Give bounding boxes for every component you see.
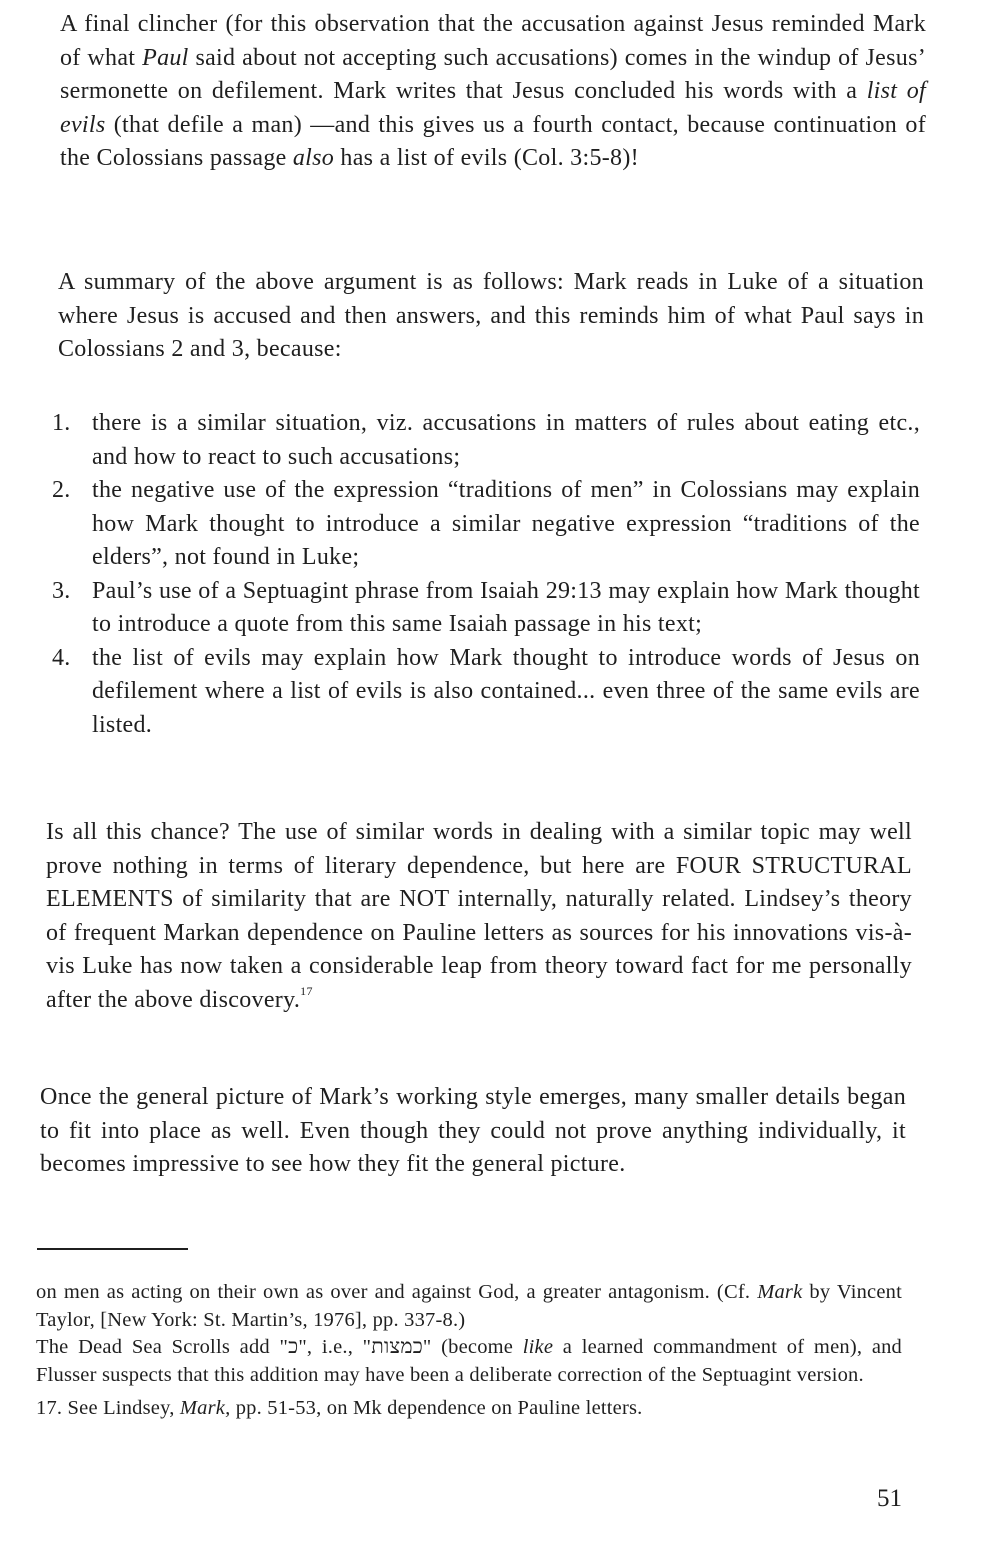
footnote-continuation — [36, 1334, 902, 1389]
emphasis-mark: Mark — [757, 1281, 803, 1303]
list-item-text: the list of evils may explain how Mark thought to introduce words of Jesus on defilement where a list of evils is also contained... even three of the same evils are listed. — [92, 644, 920, 738]
text-run: on men as acting on their own as over and against God, a greater antagonism. (Cf. — [36, 1281, 758, 1303]
footnote-number: 17. — [36, 1397, 63, 1419]
list-item-number: 2. — [52, 477, 71, 503]
text-run: pp. 51-53, on Mk dependence on Pauline letters. — [230, 1397, 643, 1419]
footnote-continuation — [36, 1279, 902, 1334]
emphasis-also: also — [292, 145, 335, 171]
list-item-text: the negative use of the expression “traditions of men” in Colossians may explain how Mark thought to introduce a similar negative expression “traditions of the elders”, not found in Luke; — [92, 477, 920, 570]
emphasis-list-of-evils: list of evils — [60, 78, 926, 138]
text-run: said about not accepting such accusations) comes in the windup of Jesus’ sermonette on defilement. Mark writes that Jesus concluded his words with a — [60, 44, 927, 104]
emphasis-like: like — [522, 1336, 554, 1358]
list-item — [48, 407, 920, 474]
text-run: has a list of evils (Col. 3:5-8)! — [334, 145, 639, 171]
list-item — [48, 575, 920, 642]
text-run: See Lindsey, — [62, 1397, 180, 1419]
text-run: (that defile a man) —and this gives us a fourth contact, because continuation of the Colossians passage — [60, 111, 926, 171]
paragraph-summary: A summary of the above argument is as follows: Mark reads in Luke of a situation where Jesus is accused and then answers, and this reminds him of what Paul says in Colossians 2 and 3, because: — [58, 269, 924, 362]
footnote-divider — [37, 1248, 188, 1250]
list-item-text: Paul’s use of a Septuagint phrase from Isaiah 29:13 may explain how Mark thought to introduce a quote from this same Isaiah passage in his text; — [92, 577, 920, 637]
text-run: a learned commandment of men), and Flusser suspects that this addition may have been a deliberate correction of the Septuagint version. — [36, 1336, 903, 1386]
paragraph-chance — [46, 816, 912, 1017]
list-item-number: 3. — [52, 577, 71, 604]
emphasis-mark: Mark, — [179, 1397, 231, 1419]
list-item-number: 4. — [52, 644, 71, 671]
paragraph-final-clincher — [60, 8, 926, 176]
text-run: The Dead Sea Scrolls add "כ", i.e., "כמצות" (become — [36, 1336, 523, 1358]
emphasis-paul: Paul — [142, 44, 189, 71]
text-run: Is all this chance? The use of similar words in dealing with a similar topic may well prove nothing in terms of literary dependence, but here are FOUR STRUCTURAL ELEMENTS of similarity that are NOT internally, naturally related. Lindsey’s theory of frequent Markan dependence on Pauline letters as sources for his innovations vis-à-vis Luke has now taken a considerable leap from theory toward fact for me personally after the above discovery. — [46, 819, 912, 1013]
footnote-17 — [36, 1395, 902, 1423]
list-item-number: 1. — [52, 410, 71, 436]
footnote-ref-17[interactable]: 17 — [300, 983, 313, 998]
text-run: by Vincent Taylor, [New York: St. Martin’s, 1976], pp. 337-8.) — [36, 1281, 902, 1331]
numbered-list — [48, 407, 920, 742]
paragraph-general-picture: Once the general picture of Mark’s working style emerges, many smaller details began to fit into place as well. Even though they could not prove anything individually, it becomes impressive to see how they fit the general picture. — [40, 1084, 906, 1177]
list-item — [48, 474, 920, 575]
footnotes — [36, 1279, 902, 1423]
page-number: 51 — [877, 1485, 902, 1512]
list-item-text: there is a similar situation, viz. accusations in matters of rules about eating etc., and how to react to such accusations; — [92, 410, 920, 470]
list-item — [48, 642, 920, 743]
text-run: A final clincher (for this observation that the accusation against Jesus reminded Mark of what — [60, 11, 926, 71]
